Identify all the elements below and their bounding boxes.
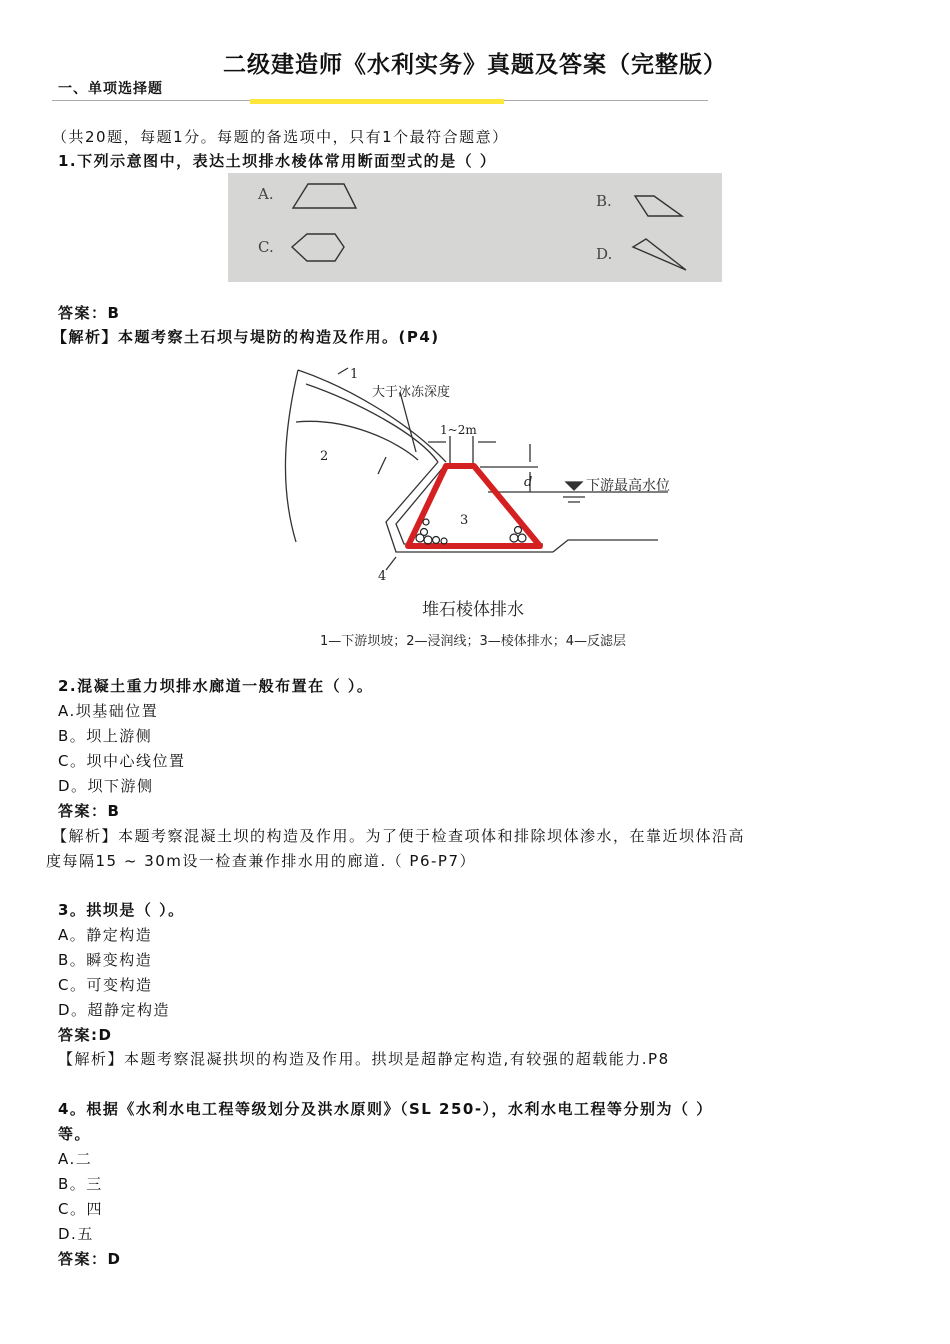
q1-label-a: A. [258,185,274,203]
q1-options-image [228,173,722,282]
q4-question-line-2: 等。 [58,1125,92,1143]
label-4: 4 [378,569,387,584]
q2-option-a: A.坝基础位置 [58,702,159,720]
q1-shapes [228,173,722,282]
q4-answer: 答案：D [58,1250,122,1268]
q1-analysis: 【解析】本题考察土石坝与堤防的构造及作用。(P4) [52,328,440,346]
leader-1 [338,368,348,374]
shape-d-triangle [633,239,686,270]
label-1: 1 [350,367,359,382]
q2-option-b: B。坝上游侧 [58,727,153,745]
page-title: 二级建造师《水利实务》真题及答案（完整版） [223,51,727,78]
q2-analysis-line-2: 度每隔15 ~ 30m设一检查兼作排水用的廊道.（ P6-P7） [46,852,477,870]
ground-line [553,540,658,552]
section-heading: 一、单项选择题 [58,81,163,97]
water-level-marker-icon [566,482,582,490]
q3-option-a: A。静定构造 [58,926,153,944]
q3-option-d: D。超静定构造 [58,1001,171,1019]
label-d: d [524,475,533,490]
q2-question: 2.混凝土重力坝排水廊道一般布置在（ ）。 [58,677,374,695]
shape-b-drain-prism [635,196,682,216]
q1-label-c: C. [258,238,274,256]
label-3: 3 [460,513,469,528]
shape-a-trapezoid [293,184,356,208]
leader-4 [386,557,396,570]
rock-fill [416,519,526,544]
label-2: 2 [320,449,329,464]
figure-legend: 1—下游坝坡；2—浸润线；3—棱体排水；4—反滤层 [319,634,627,649]
label-frost-depth: 大于冰冻深度 [372,385,451,400]
q4-question-line-1: 4。根据《水利水电工程等级划分及洪水原则》（SL 250-），水利水电工程等分别为（ ） [58,1100,713,1118]
label-water-level: 下游最高水位 [586,478,670,494]
q1-label-b: B. [596,192,612,210]
q3-question: 3。拱坝是（ ）。 [58,901,185,919]
q4-option-d: D.五 [58,1225,94,1243]
dam-left-edge [285,370,298,542]
q3-option-c: C。可变构造 [58,976,153,994]
frost-depth-arrows [378,392,416,474]
shape-c-hexagon [292,234,344,261]
q1-question: 1.下列示意图中，表达土坝排水棱体常用断面型式的是（ ） [58,152,497,170]
width-dimension [428,436,496,464]
q4-option-c: C。四 [58,1200,103,1218]
q3-analysis: 【解析】本题考察混凝拱坝的构造及作用。拱坝是超静定构造,有较强的超载能力.P8 [58,1050,670,1068]
figure-caption: 堆石棱体排水 [422,600,524,620]
highlight-bar [250,99,504,104]
label-width: 1~2m [440,423,477,437]
q2-option-d: D。坝下游侧 [58,777,154,795]
water-level-ticks [563,497,585,502]
section-intro: （共20题，每题1分。每题的备选项中，只有1个最符合题意） [52,128,509,146]
q4-option-a: A.二 [58,1150,93,1168]
drainage-figure [268,362,678,664]
q3-answer: 答案:D [58,1026,113,1044]
q1-label-d: D. [596,245,613,263]
q1-answer: 答案：B [58,304,121,322]
phreatic-line [296,421,418,460]
q2-answer: 答案：B [58,802,121,820]
q2-analysis-line-1: 【解析】本题考察混凝土坝的构造及作用。为了便于检查项体和排除坝体渗水，在靠近坝体沿高 [52,827,746,845]
q3-option-b: B。瞬变构造 [58,951,153,969]
q4-option-b: B。三 [58,1175,103,1193]
q2-option-c: C。坝中心线位置 [58,752,186,770]
drainage-diagram [268,362,678,664]
